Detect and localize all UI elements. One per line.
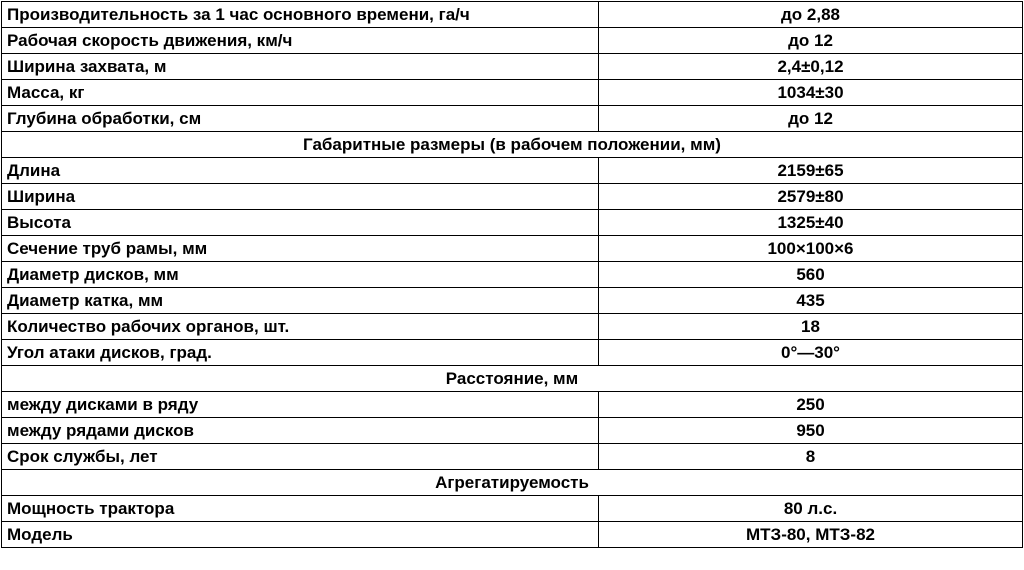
- parameter-value-cell: 435: [599, 288, 1023, 314]
- table-row: [2, 54, 1023, 80]
- parameter-name-cell: Ширина захвата, м: [2, 54, 599, 80]
- parameter-value-cell: до 12: [599, 106, 1023, 132]
- parameter-value-cell: 560: [599, 262, 1023, 288]
- parameter-value-cell: 1325±40: [599, 210, 1023, 236]
- table-row: [2, 340, 1023, 366]
- section-title: Габаритные размеры (в рабочем положении, мм): [2, 132, 1023, 158]
- section-title: Расстояние, мм: [2, 366, 1023, 392]
- parameter-value-cell: 950: [599, 418, 1023, 444]
- table-row: [2, 314, 1023, 340]
- table-row: [2, 288, 1023, 314]
- table-row: [2, 522, 1023, 548]
- parameter-name-cell: Срок службы, лет: [2, 444, 599, 470]
- parameter-name-cell: Рабочая скорость движения, км/ч: [2, 28, 599, 54]
- table-row: [2, 496, 1023, 522]
- parameter-name-cell: между дисками в ряду: [2, 392, 599, 418]
- parameter-name-cell: Диаметр дисков, мм: [2, 262, 599, 288]
- specifications-table-body: [2, 2, 1023, 548]
- parameter-name-cell: Диаметр катка, мм: [2, 288, 599, 314]
- parameter-value-cell: 100×100×6: [599, 236, 1023, 262]
- table-row: [2, 236, 1023, 262]
- table-row: [2, 184, 1023, 210]
- parameter-name-cell: Высота: [2, 210, 599, 236]
- table-row: [2, 28, 1023, 54]
- parameter-value-cell: 250: [599, 392, 1023, 418]
- table-row: [2, 158, 1023, 184]
- table-row: [2, 418, 1023, 444]
- table-row: [2, 262, 1023, 288]
- parameter-name-cell: Глубина обработки, см: [2, 106, 599, 132]
- parameter-value-cell: 18: [599, 314, 1023, 340]
- parameter-value-cell: 2579±80: [599, 184, 1023, 210]
- parameter-value-cell: 1034±30: [599, 80, 1023, 106]
- table-row: [2, 392, 1023, 418]
- section-title: Агрегатируемость: [2, 470, 1023, 496]
- table-row: [2, 80, 1023, 106]
- section-header-row: [2, 366, 1023, 392]
- parameter-value-cell: 2,4±0,12: [599, 54, 1023, 80]
- table-row: [2, 2, 1023, 28]
- table-row: [2, 444, 1023, 470]
- parameter-name-cell: Модель: [2, 522, 599, 548]
- parameter-value-cell: 80 л.с.: [599, 496, 1023, 522]
- specifications-table: [1, 1, 1023, 548]
- parameter-name-cell: между рядами дисков: [2, 418, 599, 444]
- parameter-value-cell: до 2,88: [599, 2, 1023, 28]
- parameter-name-cell: Количество рабочих органов, шт.: [2, 314, 599, 340]
- parameter-name-cell: Угол атаки дисков, град.: [2, 340, 599, 366]
- parameter-name-cell: Ширина: [2, 184, 599, 210]
- parameter-value-cell: до 12: [599, 28, 1023, 54]
- parameter-value-cell: 8: [599, 444, 1023, 470]
- table-row: [2, 210, 1023, 236]
- section-header-row: [2, 132, 1023, 158]
- parameter-name-cell: Производительность за 1 час основного времени, га/ч: [2, 2, 599, 28]
- section-header-row: [2, 470, 1023, 496]
- parameter-name-cell: Мощность трактора: [2, 496, 599, 522]
- parameter-name-cell: Сечение труб рамы, мм: [2, 236, 599, 262]
- parameter-value-cell: 2159±65: [599, 158, 1023, 184]
- parameter-name-cell: Масса, кг: [2, 80, 599, 106]
- parameter-name-cell: Длина: [2, 158, 599, 184]
- parameter-value-cell: МТЗ-80, МТЗ-82: [599, 522, 1023, 548]
- table-row: [2, 106, 1023, 132]
- parameter-value-cell: 0°—30°: [599, 340, 1023, 366]
